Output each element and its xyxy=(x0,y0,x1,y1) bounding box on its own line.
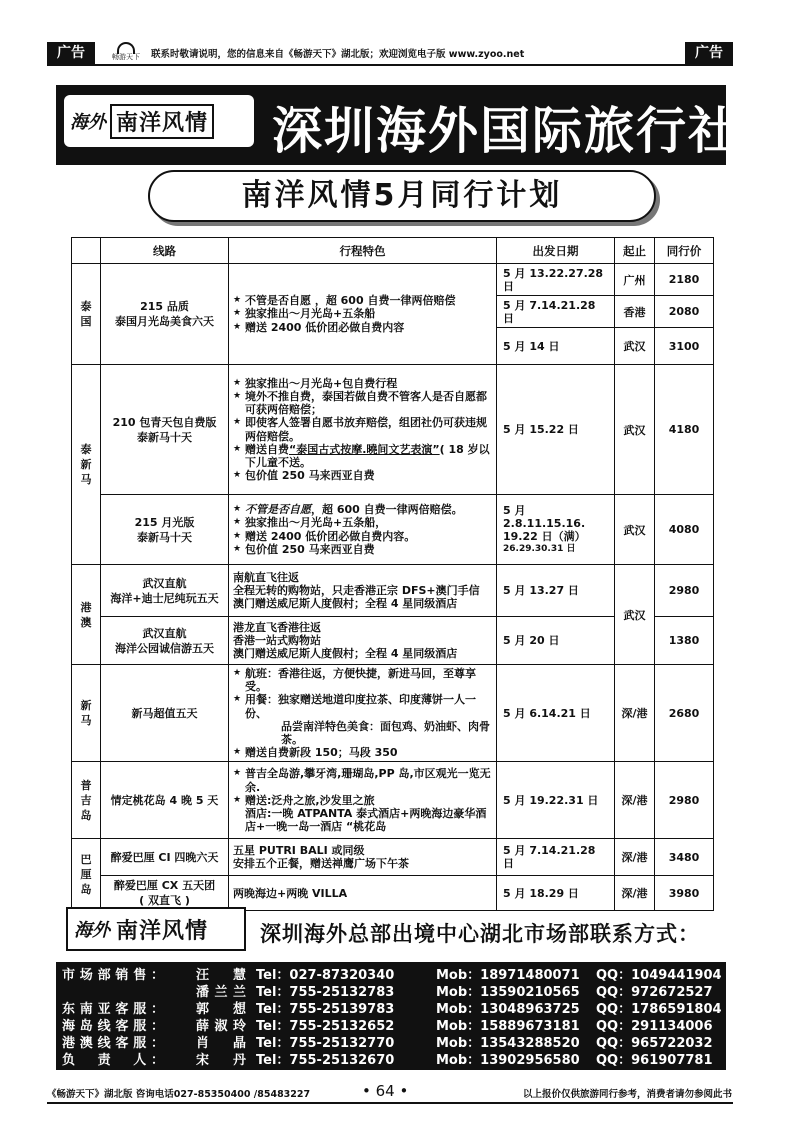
contact-tel: Tel：755-25132770 xyxy=(256,1036,395,1051)
price: 2180 xyxy=(655,264,714,296)
agency-title: 深圳海外国际旅行社 xyxy=(272,102,740,160)
table-row xyxy=(72,264,714,296)
route-name xyxy=(101,495,229,565)
contact-row xyxy=(56,982,726,999)
departure-date: 5 月 15.22 日 xyxy=(497,365,615,495)
price: 4080 xyxy=(655,495,714,565)
contact-role: 负 责 人： xyxy=(62,1053,164,1068)
feature-item: ★ 境外不推自费，泰国若做自费不管客人是否自愿都可获两倍赔偿； xyxy=(233,390,492,416)
feature-item: 港龙直飞香港往返 xyxy=(233,620,321,634)
route-name xyxy=(101,365,229,495)
header-from: 起止 xyxy=(615,238,655,264)
feature-item: ★ 赠送 2400 低价团必做自费内容。 xyxy=(233,530,492,543)
table-row xyxy=(72,495,714,565)
brand-logo-ny: 南洋风情 xyxy=(116,918,209,944)
table-row xyxy=(72,365,714,495)
route-features xyxy=(229,876,497,911)
feature-item: ★ 赠送自费新段 150；马段 350 xyxy=(233,746,492,759)
sun-icon xyxy=(117,42,135,54)
header-date: 出发日期 xyxy=(497,238,615,264)
region-sgmy xyxy=(72,665,101,762)
departure-city: 武汉 xyxy=(615,495,655,565)
brand-logo-hw: 海外 xyxy=(70,112,106,133)
feature-item: ★ 独家推出～月光岛+五条船 xyxy=(233,307,492,320)
contact-name: 郭 想 xyxy=(196,1002,246,1017)
publication-logo xyxy=(105,42,147,64)
contact-qq: QQ：1049441904 xyxy=(596,968,722,983)
feature-item xyxy=(233,443,492,469)
date-line: 5 月 2.8.11.15.16. xyxy=(503,503,586,530)
departure-city: 深/港 xyxy=(615,762,655,839)
route-label: 武汉直航 海洋公园诚信游五天 xyxy=(115,626,214,655)
region-thailand xyxy=(72,264,101,365)
route-features xyxy=(229,839,497,876)
contact-name: 薛淑玲 xyxy=(196,1019,246,1034)
departure-date: 5 月 13.27 日 xyxy=(497,565,615,617)
date-line: 19.22 日（满） xyxy=(503,529,586,543)
region-label: 泰新马 xyxy=(80,443,92,486)
page-number: • 64 • xyxy=(362,1082,409,1100)
price: 3980 xyxy=(655,876,714,911)
contact-row xyxy=(56,1016,726,1033)
departure-date: 5 月 20 日 xyxy=(497,617,615,665)
contact-qq: QQ：291134006 xyxy=(596,1019,713,1034)
route-features xyxy=(229,565,497,617)
bottom-brand-logo xyxy=(66,907,246,951)
contact-row xyxy=(56,999,726,1016)
route-features xyxy=(229,762,497,839)
contact-mob: Mob：13048963725 xyxy=(436,1002,580,1017)
route-name: 情定桃花岛 4 晚 5 天 xyxy=(101,762,229,839)
feature-item: ★ 赠送 2400 低价团必做自费内容 xyxy=(233,321,492,334)
departure-city: 武汉 xyxy=(615,565,655,665)
contact-tel: Tel：027-87320340 xyxy=(256,968,395,983)
price: 2980 xyxy=(655,565,714,617)
departure-date xyxy=(497,495,615,565)
top-notice: 联系时敬请说明，您的信息来自《畅游天下》湖北版；欢迎浏览电子版 www.zyoo.net xyxy=(151,49,525,60)
contact-role: 海岛线客服： xyxy=(62,1019,164,1034)
contact-role: 市场部销售： xyxy=(62,968,164,983)
feature-item: 品尝南洋特色美食：面包鸡、奶油虾、肉骨茶。 xyxy=(281,719,490,747)
price: 2680 xyxy=(655,665,714,762)
contact-qq: QQ：961907781 xyxy=(596,1053,713,1068)
departure-city: 武汉 xyxy=(615,328,655,365)
route-name xyxy=(101,264,229,365)
region-label: 巴厘岛 xyxy=(80,853,92,897)
top-bar xyxy=(47,42,733,66)
footer-publication: 《畅游天下》湖北版 咨询电话027-85350400 /85483227 xyxy=(47,1089,311,1100)
departure-date: 5 月 7.14.21.28 日 xyxy=(497,839,615,876)
price: 4180 xyxy=(655,365,714,495)
region-label: 港澳 xyxy=(80,600,92,629)
contact-row xyxy=(56,1033,726,1050)
price: 3100 xyxy=(655,328,714,365)
price: 3480 xyxy=(655,839,714,876)
contact-qq: QQ：972672527 xyxy=(596,985,713,1000)
departure-city: 深/港 xyxy=(615,839,655,876)
feature-text: 赠送自费 xyxy=(245,442,289,456)
region-phuket xyxy=(72,762,101,839)
departure-city: 深/港 xyxy=(615,876,655,911)
footer-disclaimer: 以上报价仅供旅游同行参考，消费者请勿参阅此书 xyxy=(522,1089,732,1100)
ad-tag-right: 广告 xyxy=(685,42,733,64)
route-features xyxy=(229,617,497,665)
region-hkmacau xyxy=(72,565,101,665)
route-label: 215 品质 泰国月光岛美食六天 xyxy=(115,300,214,328)
contact-role: 东南亚客服： xyxy=(62,1002,164,1017)
feature-text: ( 18 岁以下儿童不送。 xyxy=(245,442,490,469)
header-price: 同行价 xyxy=(655,238,714,264)
contact-tel: Tel：755-25132783 xyxy=(256,985,395,1000)
footer-divider xyxy=(47,1102,733,1104)
contact-row xyxy=(56,965,726,982)
table-row xyxy=(72,839,714,876)
route-name xyxy=(101,876,229,911)
contact-mob: Mob：13543288520 xyxy=(436,1036,580,1051)
feature-item: ★ 不管是否自愿 ，超 600 自费一律两倍赔偿 xyxy=(233,294,492,307)
route-label: 215 月光版 泰新马十天 xyxy=(134,515,195,544)
price: 2980 xyxy=(655,762,714,839)
date-line: 26.29.30.31 日 xyxy=(503,543,576,554)
contact-tel: Tel：755-25132670 xyxy=(256,1053,395,1068)
brand-logo-ny: 南洋风情 xyxy=(110,104,214,139)
contact-mob: Mob：13902956580 xyxy=(436,1053,580,1068)
contact-tel: Tel：755-25139783 xyxy=(256,1002,395,1017)
departure-city: 广州 xyxy=(615,264,655,296)
contact-title: 深圳海外总部出境中心湖北市场部联系方式： xyxy=(260,922,700,946)
route-features xyxy=(229,264,497,365)
table-row xyxy=(72,665,714,762)
feature-item: 南航直飞往返 xyxy=(233,570,299,584)
region-label: 新马 xyxy=(80,699,92,728)
route-name: 醉爱巴厘 CI 四晚六天 xyxy=(101,839,229,876)
feature-item: 香港一站式购物站 xyxy=(233,633,321,647)
region-label: 泰国 xyxy=(80,300,92,328)
feature-item: 澳门赠送威尼斯人度假村；全程 4 星同级酒店 xyxy=(233,647,458,661)
departure-city: 武汉 xyxy=(615,365,655,495)
contact-role: 港澳线客服： xyxy=(62,1036,164,1051)
feature-item: ★ 赠送:泛舟之旅,沙发里之旅 xyxy=(233,794,492,807)
feature-item: 两晚海边+两晚 VILLA xyxy=(233,886,348,900)
feature-item: 酒店:一晚 ATPANTA 泰式酒店+两晚海边豪华酒店+一晚一岛一酒店 “桃花岛 xyxy=(245,807,487,834)
publication-logo-text: 畅游天下 xyxy=(112,53,140,61)
price: 1380 xyxy=(655,617,714,665)
feature-item: 安排五个正餐，赠送禅鹰广场下午茶 xyxy=(233,857,409,871)
route-label: 武汉直航 海洋+迪士尼纯玩五天 xyxy=(110,576,219,605)
contact-name: 宋 丹 xyxy=(196,1053,246,1068)
region-bali xyxy=(72,839,101,911)
feature-item: ★ 航班：香港往返，方便快捷，新进马回，至尊享受。 xyxy=(233,667,492,693)
feature-item: ★ 独家推出～月光岛+包自费行程 xyxy=(233,377,492,390)
route-name xyxy=(101,617,229,665)
contact-name: 汪 慧 xyxy=(196,968,246,983)
departure-date: 5 月 19.22.31 日 xyxy=(497,762,615,839)
table-header-row xyxy=(72,238,714,264)
plan-title: 南洋风情5月同行计划 xyxy=(148,170,656,222)
route-name xyxy=(101,565,229,617)
feature-text: ，超 600 自费一律两倍赔偿。 xyxy=(311,503,463,517)
contact-name: 潘兰兰 xyxy=(196,985,246,1000)
feature-item: 五星 PUTRI BALI 或同级 xyxy=(233,844,365,858)
header-region xyxy=(72,238,101,264)
contact-tel: Tel：755-25132652 xyxy=(256,1019,395,1034)
agency-banner xyxy=(56,85,740,165)
contact-mob: Mob：18971480071 xyxy=(436,968,580,983)
feature-item xyxy=(233,503,492,516)
route-features xyxy=(229,365,497,495)
feature-item: ★ 用餐：独家赠送地道印度拉茶、印度薄饼一人一份、 xyxy=(233,693,492,719)
header-route: 线路 xyxy=(101,238,229,264)
feature-item: ★ 独家推出～月光岛+五条船， xyxy=(233,516,492,529)
feature-highlight: 不管是否自愿 xyxy=(245,503,311,517)
contact-qq: QQ：965722032 xyxy=(596,1036,713,1051)
feature-item: ★ 即使客人签署自愿书放弃赔偿，组团社仍可获违规两倍赔偿。 xyxy=(233,416,492,442)
region-tsm xyxy=(72,365,101,565)
route-name: 新马超值五天 xyxy=(101,665,229,762)
departure-date: 5 月 14 日 xyxy=(497,328,615,365)
tour-plan-table xyxy=(71,237,714,911)
table-row xyxy=(72,762,714,839)
contact-mob: Mob：15889673181 xyxy=(436,1019,580,1034)
departure-date: 5 月 13.22.27.28 日 xyxy=(497,264,615,296)
departure-date: 5 月 18.29 日 xyxy=(497,876,615,911)
route-label: 醉爱巴厘 CX 五天团 ( 双直飞 ) xyxy=(113,879,216,908)
contact-list xyxy=(56,962,726,1070)
departure-date: 5 月 6.14.21 日 xyxy=(497,665,615,762)
feature-item: 澳门赠送威尼斯人度假村；全程 4 星同级酒店 xyxy=(233,597,458,611)
table-row xyxy=(72,565,714,617)
header-features: 行程特色 xyxy=(229,238,497,264)
brand-logo xyxy=(64,95,254,147)
contact-row xyxy=(56,1050,726,1067)
feature-highlight: “泰国古式按摩.曉间文艺表演” xyxy=(289,442,440,456)
contact-mob: Mob：13590210565 xyxy=(436,985,580,1000)
feature-item: ★ 包价值 250 马来西亚自费 xyxy=(233,543,492,556)
departure-city: 香港 xyxy=(615,296,655,328)
departure-date: 5 月 7.14.21.28 日 xyxy=(497,296,615,328)
feature-item: 全程无转的购物站，只走香港正宗 DFS+澳门手信 xyxy=(233,583,480,597)
price: 2080 xyxy=(655,296,714,328)
route-label: 210 包青天包自费版 泰新马十天 xyxy=(112,415,217,444)
table-row xyxy=(72,876,714,911)
contact-qq: QQ：1786591804 xyxy=(596,1002,722,1017)
route-features xyxy=(229,665,497,762)
top-divider xyxy=(47,64,733,66)
contact-name: 肖 晶 xyxy=(196,1036,246,1051)
feature-item: ★ 包价值 250 马来西亚自费 xyxy=(233,469,492,482)
departure-city: 深/港 xyxy=(615,665,655,762)
feature-item: ★ 普吉全岛游,攀牙湾,珊瑚岛,PP 岛,市区观光一览无余. xyxy=(233,767,492,793)
region-label: 普吉岛 xyxy=(80,778,92,822)
brand-logo-hw: 海外 xyxy=(74,920,110,941)
ad-tag-left: 广告 xyxy=(47,42,95,64)
route-features xyxy=(229,495,497,565)
